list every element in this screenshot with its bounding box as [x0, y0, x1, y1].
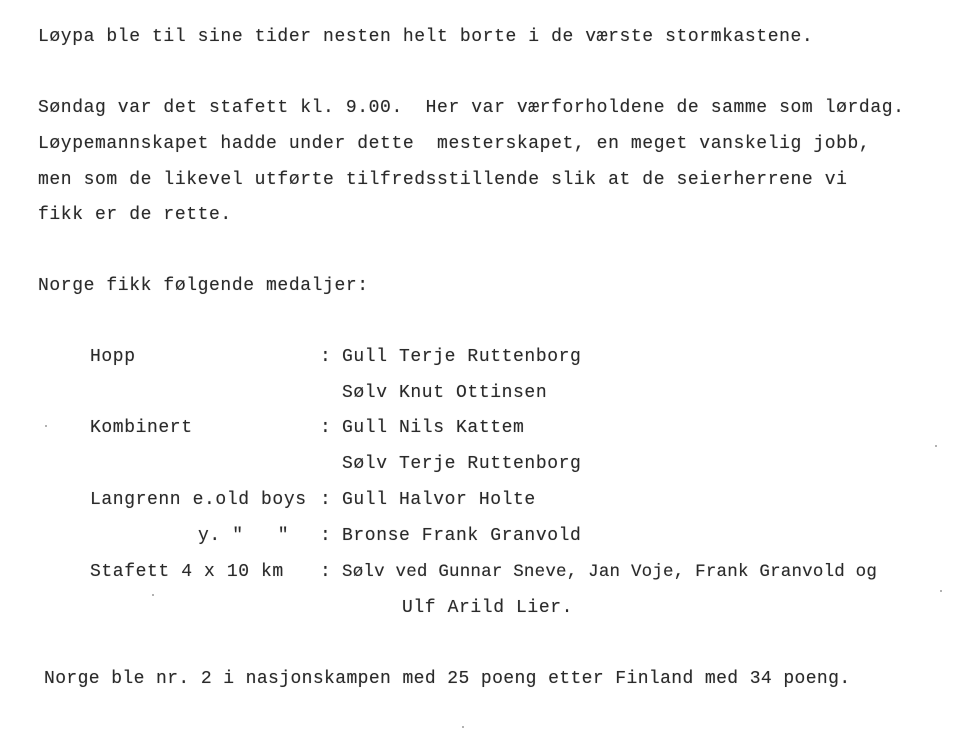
medal-separator: : [320, 526, 331, 546]
paragraph-sunday-line-3: men som de likevel utførte tilfredsstillende slik at de seierherrene vi [38, 170, 848, 190]
medal-separator: : [320, 418, 331, 438]
medal-result: Sølv ved Gunnar Sneve, Jan Voje, Frank Granvold og [342, 562, 878, 582]
scan-speck [462, 726, 464, 728]
medal-separator: : [320, 490, 331, 510]
paragraph-sunday-line-4: fikk er de rette. [38, 205, 232, 225]
medal-result: Sølv Knut Ottinsen [342, 383, 548, 403]
medal-category: Hopp [90, 347, 136, 367]
scan-speck [152, 594, 154, 596]
medal-category: Langrenn e.old boys [90, 490, 307, 510]
medal-result: Bronse Frank Granvold [342, 526, 582, 546]
scan-speck [940, 590, 942, 592]
medal-result: Ulf Arild Lier. [402, 598, 574, 618]
medals-heading: Norge fikk følgende medaljer: [38, 276, 369, 296]
medal-result: Gull Halvor Holte [342, 490, 536, 510]
paragraph-weather: Løypa ble til sine tider nesten helt borte i de værste stormkastene. [38, 27, 814, 47]
paragraph-nations: Norge ble nr. 2 i nasjonskampen med 25 poeng etter Finland med 34 poeng. [44, 669, 851, 689]
medal-category: Stafett 4 x 10 km [90, 562, 284, 582]
paragraph-sunday-line-1: Søndag var det stafett kl. 9.00. Her var værforholdene de samme som lørdag. [38, 98, 905, 118]
scan-speck [45, 425, 47, 427]
medal-result: Gull Terje Ruttenborg [342, 347, 582, 367]
medal-result: Gull Nils Kattem [342, 418, 525, 438]
medal-category: y. " " [198, 526, 290, 546]
scan-speck [935, 445, 937, 447]
paragraph-sunday-line-2: Løypemannskapet hadde under dette mesterskapet, en meget vanskelig jobb, [38, 134, 871, 154]
medal-separator: : [320, 347, 331, 367]
medal-result: Sølv Terje Ruttenborg [342, 454, 582, 474]
medal-category: Kombinert [90, 418, 193, 438]
medal-separator: : [320, 562, 331, 582]
